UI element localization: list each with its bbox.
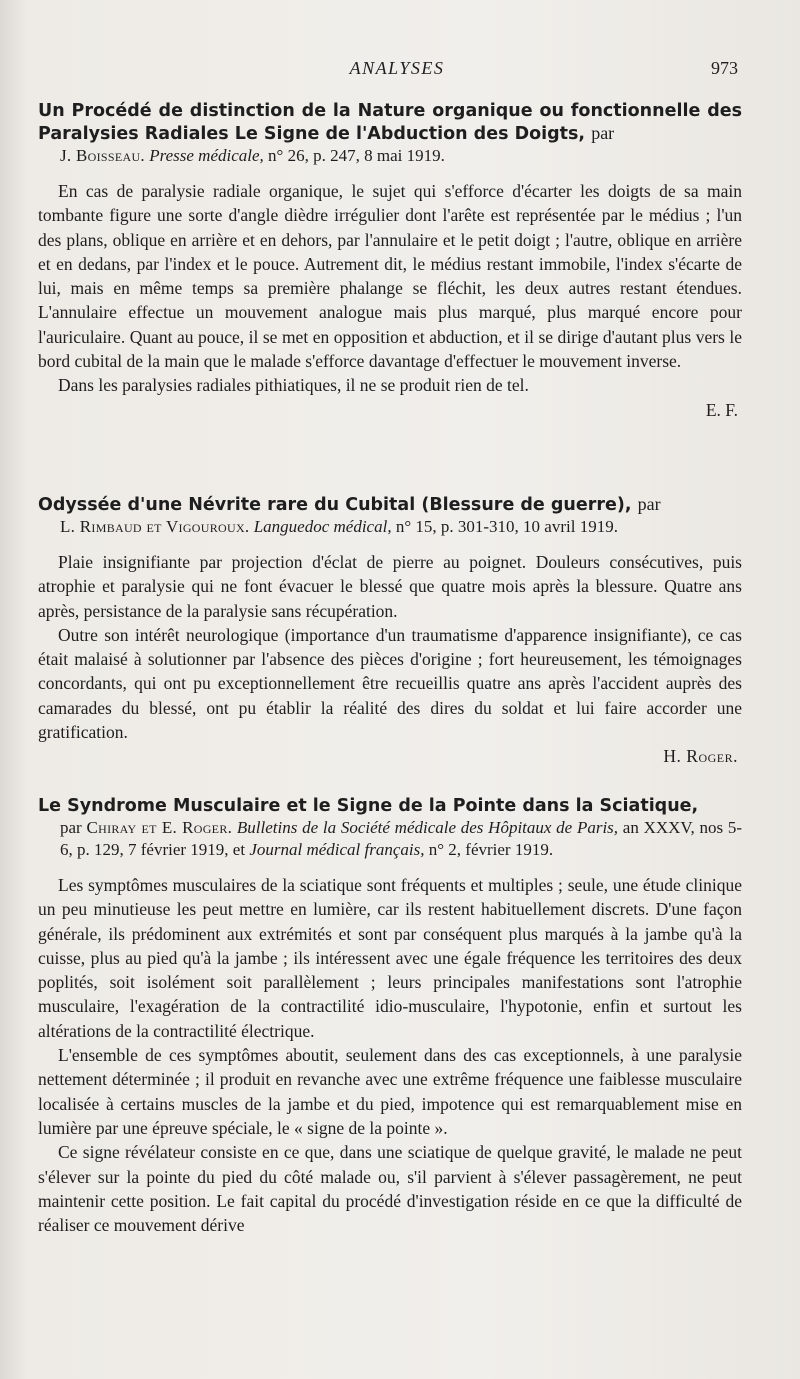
article-sciatica-syndrome — [38, 795, 742, 1237]
title-text: Un Procédé de distinction de la Nature organique ou fonctionnelle des Paralysies Radiales Le Signe de l'Abduction des Doigts, — [38, 101, 742, 144]
author-name: L. Rimbaud et Vigouroux. — [60, 517, 250, 536]
paragraph: Outre son intérêt neurologique (importance d'un traumatisme d'apparence insignifiante), ce cas était malaisé à solutionner par l'absence des pièces d'origine ; fort heureusement, les témoignages concordants, qui ont pu exceptionnellement être recueillis quatre ans après l'accident auprès des camarades du blessé, ont pu établir la réalité des dires du soldat et lui faire accorder une gratification. — [38, 624, 742, 743]
reference-text: an XXXV, nos 5-6, p. 129, 7 février 1919, et — [60, 818, 743, 859]
paragraph: Les symptômes musculaires de la sciatique sont fréquents et multiples ; seule, une étude clinique un peu minutieuse les peut mettre en lumière, car ils restent habituellement discrets. D'une façon générale, ils prédominent aux extrémités et sont par conséquent plus marqués à la jambe qu'à la cuisse, plus au pied qu'à la jambe ; ils intéressent avec une égale fréquence les territoires des deux poplités, soit isolément soit parallèlement ; leurs principales manifestations sont l'atrophie musculaire, l'exagération de la contractilité idio-musculaire, l'hypotonie, enfin et surtout les altérations de la contractilité électrique. — [38, 875, 742, 1041]
reference-text: n° 15, p. 301-310, 10 avril 1919. — [395, 517, 618, 536]
by-text: par — [637, 494, 661, 514]
journal-name: Languedoc médical, — [253, 517, 392, 536]
paragraph: En cas de paralysie radiale organique, le sujet qui s'efforce d'écarter les doigts de sa main tombante figure une sorte d'angle dièdre irrégulier dont l'arête est représentée par le médius ; l'un des plans, oblique en arrière et en dehors, par l'annulaire et le petit doigt ; l'autre, oblique en arrière et en dedans, par l'index et le pouce. Autrement dit, le médius restant immobile, l'index s'écarte de lui, mais en même temps sa première phalange se fléchit, les deux autres restant étendues. L'annulaire effectue un mouvement analogue mais plus marqué, plus marqué encore pour l'auriculaire. Quant au pouce, il se met en opposition et abduction, et il se dirige d'autant plus vers le bord cubital de la main que le malade s'efforce davantage d'effectuer le mouvement inverse. — [38, 181, 742, 372]
page-header — [56, 58, 738, 84]
reviewer-signature: E. F. — [705, 399, 738, 420]
by-text: par — [591, 123, 615, 143]
paragraph: L'ensemble de ces symptômes aboutit, seulement dans des cas exceptionnels, à une paralysie nettement déterminée ; il produit en revanche avec une extrême fréquence une faiblesse musculaire localisée à certains muscles de la jambe et du pied, impotence qui est remarquablement mise en lumière par une épreuve spéciale, le « signe de la pointe ». — [38, 1045, 742, 1138]
journal-name: Presse médicale, — [149, 146, 264, 165]
reference-text: n° 26, p. 247, 8 mai 1919. — [268, 146, 445, 165]
author-name: J. Boisseau. — [60, 146, 145, 165]
title-text: Le Syndrome Musculaire et le Signe de la Pointe dans la Sciatique, — [38, 796, 699, 816]
paragraph: Ce signe révélateur consiste en ce que, dans une sciatique de quelque gravité, le malade ne peut s'élever sur la pointe du pied du côté malade ou, s'il parvient à s'élever passagèrement, ne peut maintenir cette position. Le fait capital du procédé d'investigation réside en ce que la difficulté de réaliser ce mouvement dérive — [38, 1142, 742, 1236]
paragraph: Plaie insignifiante par projection d'éclat de pierre au poignet. Douleurs consécutives, puis atrophie et paralysie qui ne font évacuer le blessé que quatre mois après la blessure. Quatre ans après, persistance de la paralysie sans récupération. — [38, 552, 742, 621]
article-body — [38, 179, 742, 398]
article-body — [38, 550, 742, 744]
journal-name-secondary: Journal médical français, — [249, 840, 425, 859]
article-citation — [60, 516, 742, 538]
paragraph: Dans les paralysies radiales pithiatiques, il ne se produit rien de tel. — [58, 375, 529, 396]
running-title: ANALYSES — [349, 58, 445, 78]
article-citation — [60, 145, 742, 167]
article-citation — [60, 817, 742, 861]
title-text: Odyssée d'une Névrite rare du Cubital (Blessure de guerre), — [38, 495, 632, 515]
article-title — [38, 493, 742, 516]
page-number: 973 — [711, 58, 738, 78]
journal-name: Bulletins de la Société médicale des Hôpitaux de Paris, — [236, 818, 619, 837]
article-ulnar-neuritis — [38, 493, 742, 768]
author-name: Chiray et E. Roger. — [86, 818, 233, 837]
article-abduction-sign — [38, 100, 742, 422]
reviewer-signature: H. Roger. — [663, 746, 738, 767]
article-title — [38, 100, 742, 145]
article-body — [38, 873, 742, 1237]
reference-text-secondary: n° 2, février 1919. — [428, 840, 554, 859]
article-title — [38, 795, 742, 817]
by-text: par — [60, 818, 82, 837]
